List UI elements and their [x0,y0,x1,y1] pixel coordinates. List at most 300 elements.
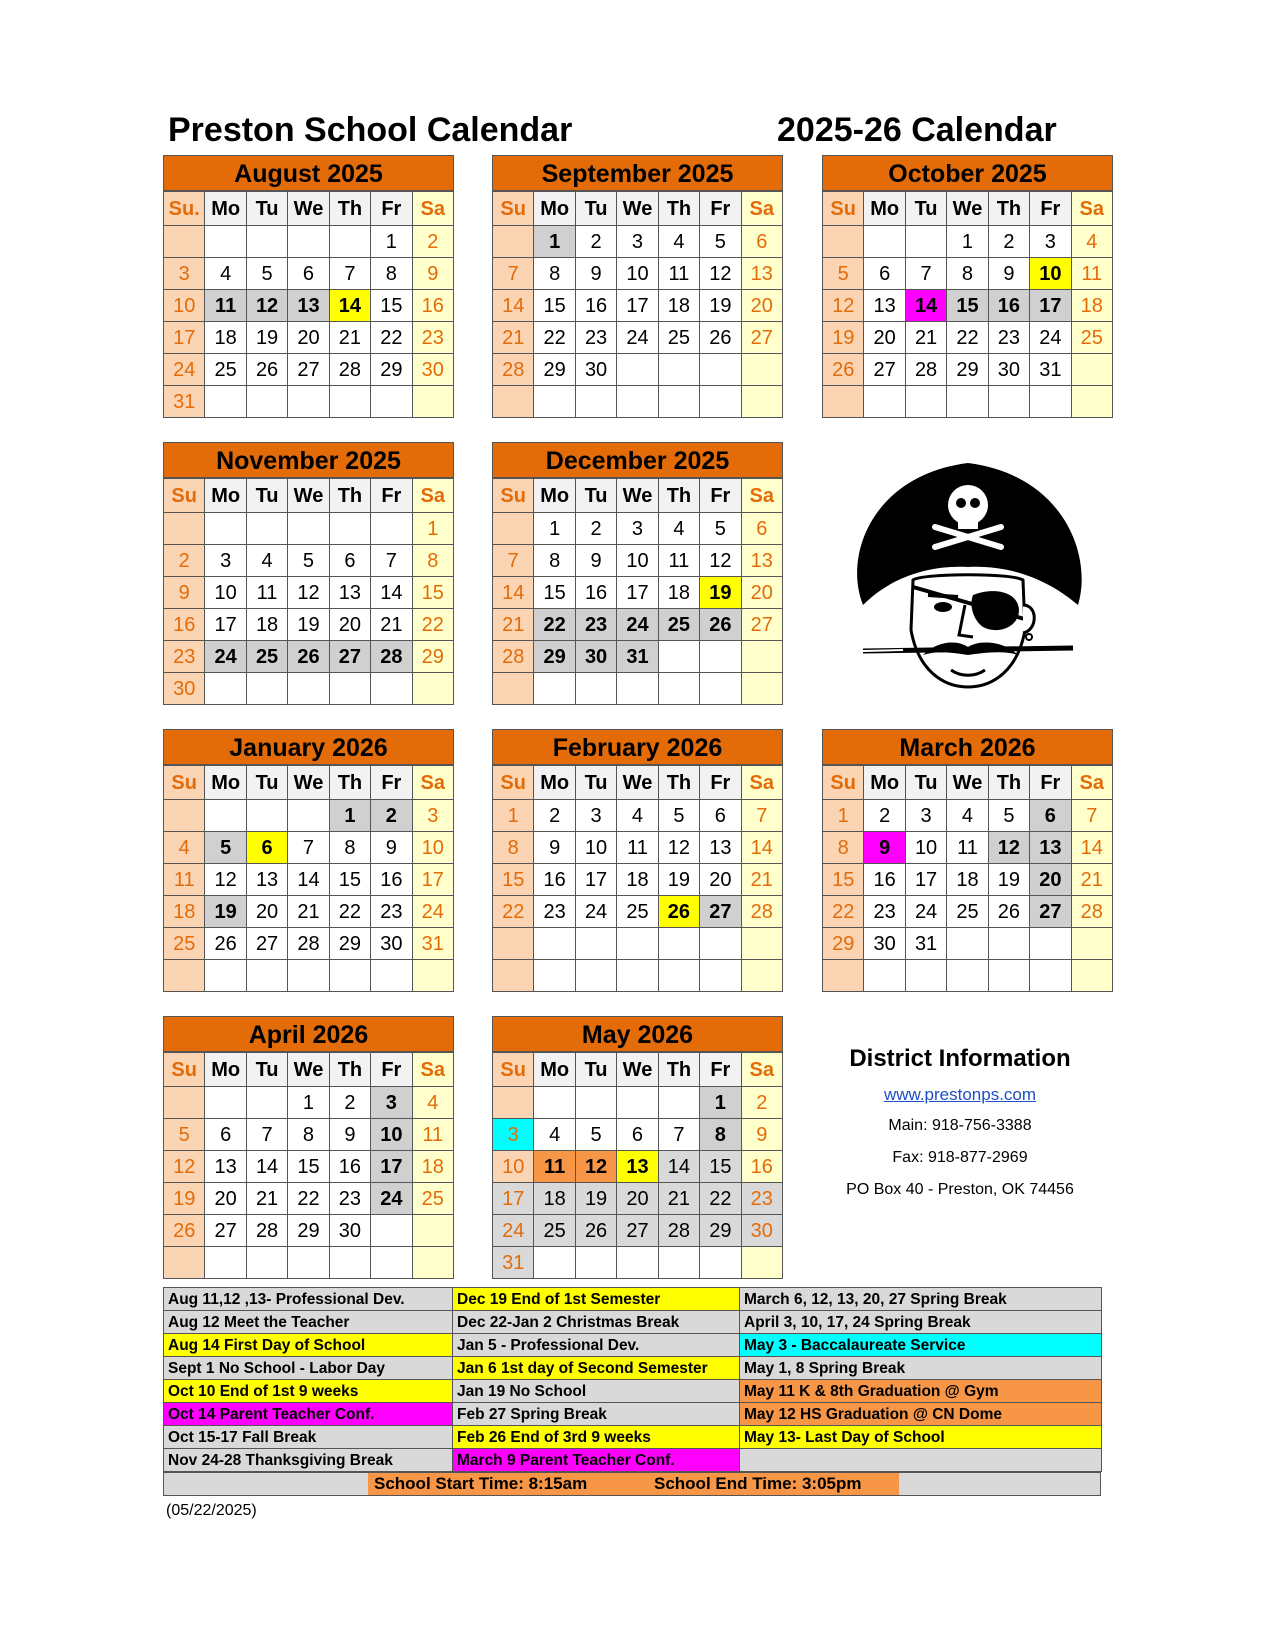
month-title: October 2025 [822,155,1113,191]
day-cell: 5 [700,513,741,545]
empty-cell [659,641,700,673]
day-cell: 20 [864,322,905,354]
empty-cell [288,1247,329,1279]
empty-cell [205,1087,246,1119]
legend-entry: March 9 Parent Teacher Conf. [453,1449,740,1472]
day-cell: 2 [576,226,617,258]
day-cell: 12 [576,1151,617,1183]
empty-cell [288,673,329,705]
day-cell: 23 [576,322,617,354]
empty-cell [700,354,741,386]
legend-entry: Oct 10 End of 1st 9 weeks [164,1380,453,1403]
weekday-header: We [617,766,658,800]
day-cell: 2 [864,800,905,832]
day-cell: 26 [576,1215,617,1247]
day-cell: 20 [1030,864,1071,896]
day-cell: 1 [534,226,575,258]
day-cell: 21 [906,322,947,354]
day-cell: 11 [1072,258,1113,290]
day-cell: 19 [823,322,864,354]
day-cell: 15 [823,864,864,896]
day-cell: 15 [534,577,575,609]
day-cell: 24 [413,896,454,928]
day-cell: 19 [247,322,288,354]
day-cell: 21 [1072,864,1113,896]
day-cell: 30 [742,1215,783,1247]
weekday-header: Mo [205,192,246,226]
month-grid [163,765,454,992]
day-cell: 11 [247,577,288,609]
day-cell: 31 [493,1247,534,1279]
day-cell: 21 [288,896,329,928]
empty-cell [1072,960,1113,992]
empty-cell [617,386,658,418]
day-cell: 18 [413,1151,454,1183]
year-title: 2025-26 Calendar [777,111,1057,149]
empty-cell [493,673,534,705]
day-cell: 13 [617,1151,658,1183]
day-cell: 30 [330,1215,371,1247]
empty-cell [1030,960,1071,992]
month-title: May 2026 [492,1016,783,1052]
day-cell: 7 [1072,800,1113,832]
day-cell: 28 [247,1215,288,1247]
weekday-header: Th [330,192,371,226]
day-cell: 1 [330,800,371,832]
day-cell: 31 [413,928,454,960]
day-cell: 16 [989,290,1030,322]
weekday-header: We [288,479,329,513]
month-grid [492,1052,783,1279]
day-cell: 18 [617,864,658,896]
weekday-header: Tu [247,192,288,226]
month-6 [492,729,783,992]
weekday-header: We [288,192,329,226]
day-cell: 17 [205,609,246,641]
day-cell: 21 [247,1183,288,1215]
month-grid [822,191,1113,418]
day-cell: 15 [493,864,534,896]
day-cell: 26 [288,641,329,673]
month-title: November 2025 [163,442,454,478]
day-cell: 11 [205,290,246,322]
day-cell: 5 [247,258,288,290]
empty-cell [413,673,454,705]
day-cell: 3 [617,226,658,258]
day-cell: 26 [205,928,246,960]
day-cell: 25 [617,896,658,928]
empty-cell [864,960,905,992]
legend-entry: Feb 27 Spring Break [453,1403,740,1426]
day-cell: 27 [742,322,783,354]
empty-cell [823,960,864,992]
weekday-header: Tu [576,766,617,800]
weekday-header: Fr [371,479,412,513]
empty-cell [864,386,905,418]
day-cell: 30 [164,673,205,705]
weekday-header: Su [823,766,864,800]
month-1 [492,155,783,418]
day-cell: 27 [247,928,288,960]
empty-cell [659,1087,700,1119]
empty-cell [330,226,371,258]
day-cell: 22 [700,1183,741,1215]
weekday-header: Tu [576,479,617,513]
day-cell: 29 [700,1215,741,1247]
weekday-header: Th [330,766,371,800]
district-website-link[interactable]: www.prestonps.com [883,1085,1037,1104]
day-cell: 9 [534,832,575,864]
weekday-header: Mo [864,766,905,800]
month-title: February 2026 [492,729,783,765]
empty-cell [906,960,947,992]
day-cell: 24 [576,896,617,928]
day-cell: 12 [700,545,741,577]
day-cell: 4 [205,258,246,290]
month-9 [492,1016,783,1279]
weekday-header: Mo [205,1053,246,1087]
day-cell: 9 [742,1119,783,1151]
empty-cell [700,928,741,960]
day-cell: 16 [164,609,205,641]
day-cell: 15 [371,290,412,322]
weekday-header: Sa [1072,192,1113,226]
day-cell: 3 [617,513,658,545]
day-cell: 6 [864,258,905,290]
empty-cell [534,960,575,992]
day-cell: 31 [617,641,658,673]
day-cell: 24 [493,1215,534,1247]
empty-cell [413,1215,454,1247]
empty-cell [576,1247,617,1279]
empty-cell [1030,386,1071,418]
empty-cell [1030,928,1071,960]
weekday-header: Sa [1072,766,1113,800]
day-cell: 19 [700,577,741,609]
weekday-header: Th [330,479,371,513]
weekday-header: Sa [413,479,454,513]
weekday-header: We [947,766,988,800]
day-cell: 27 [288,354,329,386]
day-cell: 30 [576,641,617,673]
day-cell: 21 [371,609,412,641]
day-cell: 23 [989,322,1030,354]
day-cell: 25 [659,322,700,354]
legend-entry: Jan 19 No School [453,1380,740,1403]
day-cell: 15 [947,290,988,322]
day-cell: 16 [534,864,575,896]
day-cell: 14 [1072,832,1113,864]
day-cell: 20 [700,864,741,896]
empty-cell [906,386,947,418]
empty-cell [205,226,246,258]
day-cell: 26 [247,354,288,386]
day-cell: 1 [413,513,454,545]
school-end-time: School End Time: 3:05pm [654,1474,862,1493]
day-cell: 27 [617,1215,658,1247]
day-cell: 4 [164,832,205,864]
weekday-header: Mo [534,192,575,226]
weekday-header: Su [493,192,534,226]
day-cell: 13 [742,545,783,577]
day-cell: 24 [617,322,658,354]
empty-cell [164,226,205,258]
empty-cell [247,800,288,832]
empty-cell [205,513,246,545]
weekday-header: Mo [534,766,575,800]
empty-cell [413,386,454,418]
day-cell: 1 [947,226,988,258]
month-title: December 2025 [492,442,783,478]
day-cell: 25 [659,609,700,641]
day-cell: 13 [247,864,288,896]
empty-cell [617,1247,658,1279]
day-cell: 28 [493,641,534,673]
legend-entry: Dec 19 End of 1st Semester [453,1288,740,1311]
day-cell: 9 [864,832,905,864]
empty-cell [742,673,783,705]
weekday-header: Fr [371,1053,412,1087]
day-cell: 16 [742,1151,783,1183]
weekday-header: Fr [700,479,741,513]
weekday-header: Th [659,479,700,513]
day-cell: 23 [330,1183,371,1215]
day-cell: 8 [371,258,412,290]
weekday-header: We [947,192,988,226]
weekday-header: Tu [247,1053,288,1087]
day-cell: 4 [247,545,288,577]
day-cell: 5 [700,226,741,258]
day-cell: 20 [742,577,783,609]
day-cell: 29 [371,354,412,386]
day-cell: 25 [534,1215,575,1247]
day-cell: 25 [947,896,988,928]
day-cell: 16 [864,864,905,896]
weekday-header: Tu [906,766,947,800]
day-cell: 24 [617,609,658,641]
empty-cell [534,928,575,960]
day-cell: 30 [576,354,617,386]
day-cell: 28 [906,354,947,386]
empty-cell [906,226,947,258]
month-title: August 2025 [163,155,454,191]
day-cell: 14 [906,290,947,322]
day-cell: 12 [823,290,864,322]
day-cell: 26 [700,322,741,354]
day-cell: 1 [700,1087,741,1119]
day-cell: 5 [288,545,329,577]
day-cell: 23 [742,1183,783,1215]
legend-entry: Aug 12 Meet the Teacher [164,1311,453,1334]
empty-cell [371,386,412,418]
day-cell: 10 [371,1119,412,1151]
month-2 [822,155,1113,418]
empty-cell [288,386,329,418]
day-cell: 12 [659,832,700,864]
day-cell: 17 [576,864,617,896]
empty-cell [864,226,905,258]
day-cell: 7 [247,1119,288,1151]
empty-cell [493,928,534,960]
day-cell: 14 [493,290,534,322]
day-cell: 31 [164,386,205,418]
month-7 [822,729,1113,992]
empty-cell [534,1087,575,1119]
empty-cell [413,1247,454,1279]
weekday-header: Sa [413,1053,454,1087]
weekday-header: Sa [742,766,783,800]
day-cell: 23 [164,641,205,673]
month-title: March 2026 [822,729,1113,765]
empty-cell [989,960,1030,992]
empty-cell [330,960,371,992]
month-grid [492,478,783,705]
day-cell: 21 [493,322,534,354]
empty-cell [164,1247,205,1279]
weekday-header: Tu [576,1053,617,1087]
day-cell: 19 [659,864,700,896]
weekday-header: We [617,192,658,226]
day-cell: 6 [330,545,371,577]
day-cell: 15 [534,290,575,322]
day-cell: 22 [823,896,864,928]
day-cell: 16 [330,1151,371,1183]
day-cell: 22 [288,1183,329,1215]
revision-date: (05/22/2025) [166,1502,257,1519]
day-cell: 2 [576,513,617,545]
day-cell: 23 [413,322,454,354]
day-cell: 3 [413,800,454,832]
day-cell: 14 [371,577,412,609]
weekday-header: Th [989,192,1030,226]
day-cell: 24 [906,896,947,928]
day-cell: 22 [534,609,575,641]
weekday-header: Th [330,1053,371,1087]
empty-cell [700,641,741,673]
day-cell: 2 [989,226,1030,258]
day-cell: 20 [205,1183,246,1215]
empty-cell [742,386,783,418]
day-cell: 25 [164,928,205,960]
day-cell: 13 [864,290,905,322]
day-cell: 5 [576,1119,617,1151]
day-cell: 13 [330,577,371,609]
day-cell: 27 [742,609,783,641]
day-cell: 8 [330,832,371,864]
day-cell: 19 [164,1183,205,1215]
weekday-header: Su [493,766,534,800]
day-cell: 9 [989,258,1030,290]
weekday-header: Fr [1030,766,1071,800]
day-cell: 28 [659,1215,700,1247]
day-cell: 10 [617,545,658,577]
day-cell: 13 [205,1151,246,1183]
day-cell: 8 [534,258,575,290]
weekday-header: We [288,766,329,800]
day-cell: 9 [330,1119,371,1151]
day-cell: 14 [493,577,534,609]
empty-cell [205,800,246,832]
month-grid [163,478,454,705]
legend-entry: Sept 1 No School - Labor Day [164,1357,453,1380]
empty-cell [617,673,658,705]
day-cell: 6 [742,513,783,545]
legend-entry: May 11 K & 8th Graduation @ Gym [740,1380,1102,1403]
day-cell: 29 [534,354,575,386]
day-cell: 8 [413,545,454,577]
day-cell: 21 [330,322,371,354]
day-cell: 23 [371,896,412,928]
day-cell: 31 [1030,354,1071,386]
day-cell: 2 [742,1087,783,1119]
weekday-header: Mo [205,479,246,513]
day-cell: 29 [823,928,864,960]
day-cell: 12 [700,258,741,290]
empty-cell [534,386,575,418]
day-cell: 5 [989,800,1030,832]
empty-cell [947,386,988,418]
empty-cell [576,928,617,960]
empty-cell [576,1087,617,1119]
month-0 [163,155,454,418]
day-cell: 7 [330,258,371,290]
weekday-header: Fr [700,1053,741,1087]
district-information [800,1045,1120,1213]
empty-cell [617,960,658,992]
empty-cell [742,960,783,992]
day-cell: 16 [413,290,454,322]
day-cell: 5 [659,800,700,832]
calendar-title: Preston School Calendar [168,111,573,149]
month-3 [163,442,454,705]
day-cell: 7 [371,545,412,577]
day-cell: 19 [288,609,329,641]
empty-cell [330,1247,371,1279]
day-cell: 6 [742,226,783,258]
day-cell: 11 [947,832,988,864]
day-cell: 12 [247,290,288,322]
empty-cell [288,513,329,545]
empty-cell [205,673,246,705]
day-cell: 25 [247,641,288,673]
day-cell: 4 [1072,226,1113,258]
day-cell: 9 [413,258,454,290]
day-cell: 16 [576,577,617,609]
day-cell: 21 [493,609,534,641]
day-cell: 8 [493,832,534,864]
weekday-header: Mo [534,1053,575,1087]
month-5 [163,729,454,992]
day-cell: 4 [659,226,700,258]
day-cell: 4 [659,513,700,545]
day-cell: 28 [288,928,329,960]
school-times-bar [163,1472,1101,1496]
day-cell: 27 [864,354,905,386]
weekday-header: Su [164,766,205,800]
day-cell: 23 [534,896,575,928]
weekday-header: Th [659,766,700,800]
empty-cell [205,1247,246,1279]
empty-cell [164,513,205,545]
district-title: District Information [849,1045,1071,1072]
day-cell: 2 [164,545,205,577]
empty-cell [742,354,783,386]
empty-cell [1072,928,1113,960]
empty-cell [947,960,988,992]
day-cell: 24 [371,1183,412,1215]
day-cell: 13 [1030,832,1071,864]
empty-cell [493,513,534,545]
